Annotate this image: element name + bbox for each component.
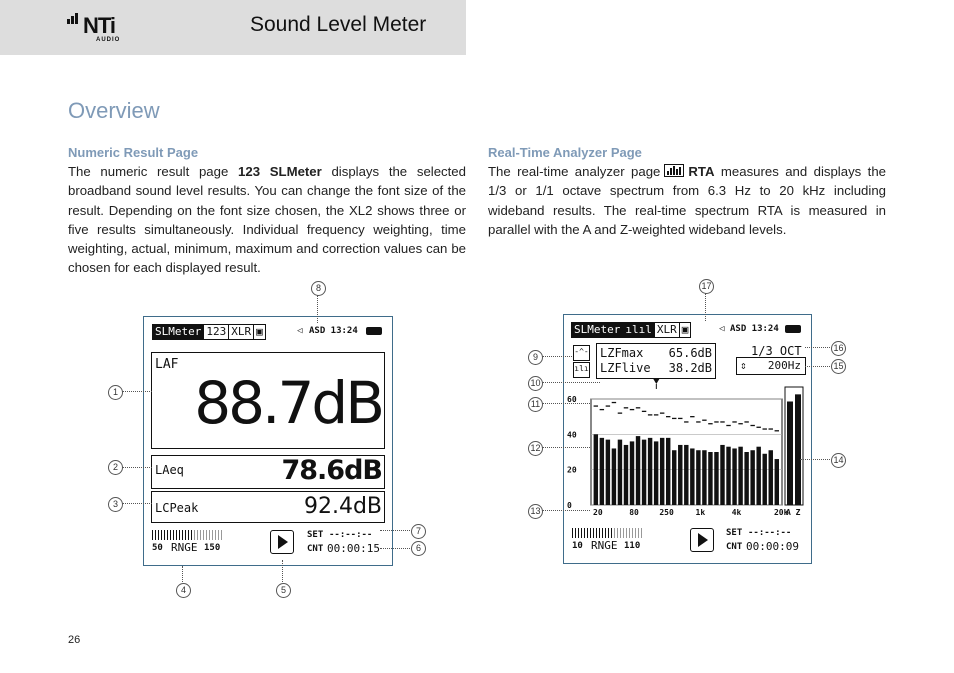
- frequency-selector[interactable]: [736, 357, 806, 375]
- y-tick-label: 40: [567, 430, 577, 440]
- spectrum-bar: [672, 450, 676, 505]
- callout-17: 17: [699, 279, 714, 294]
- range-label: RNGE: [591, 539, 618, 552]
- spectrum-bar: [744, 452, 748, 505]
- section-title: Overview: [68, 98, 160, 123]
- status-text: ASD 13:24: [309, 326, 358, 336]
- range-low: 10: [572, 541, 583, 551]
- leader-line: [380, 530, 410, 531]
- numeric-result-paragraph: The numeric result page 123 SLMeter displays the selected broadband sound level results. You can change the font size of the result. Depending on the font size chosen, the XL2 shows three or five results simultaneously. Individual frequency weighting, time weighting, actual, minimum, maximum and correction values can be chosen for each displayed result.: [68, 164, 466, 276]
- page-title: Sound Level Meter: [250, 13, 427, 36]
- numeric-result-heading: Numeric Result Page: [68, 145, 199, 160]
- battery-icon: [366, 327, 382, 335]
- x-tick-label: 250: [659, 508, 674, 517]
- brand-sub: AUDIO: [96, 37, 121, 43]
- rta-tabbar: [571, 322, 691, 338]
- callout-13: 13: [528, 504, 543, 519]
- spectrum-bar: [648, 438, 652, 505]
- leader-line: [122, 391, 152, 392]
- leader-line: [542, 382, 600, 383]
- leader-line: [182, 566, 183, 582]
- play-button[interactable]: [270, 530, 294, 554]
- set-value: --:--:--: [329, 530, 373, 540]
- frequency-value: 200Hz: [767, 359, 801, 372]
- spectrum-bar: [636, 436, 640, 505]
- rta-paragraph: The real-time analyzer page RTA measures and displays the 1/3 or 1/1 octave spectrum from 6.3 Hz to 20 kHz including wideband results. The real-time spectrum RTA is measured in parallel with the A and Z-weighted wideband levels.: [488, 164, 886, 237]
- callout-5: 5: [276, 583, 291, 598]
- x-tick-label: 1k: [695, 508, 706, 517]
- leader-line: [542, 447, 590, 448]
- wideband-labels: A Z: [786, 508, 801, 517]
- wideband-bar: [795, 394, 801, 505]
- spectrum-bar: [775, 459, 779, 505]
- spectrum-bar: [684, 445, 688, 505]
- rta-result-1-label: LZFmax: [600, 346, 644, 360]
- result-2-label: LAeq: [155, 463, 184, 477]
- spectrum-bar: [690, 448, 694, 505]
- leader-line: [122, 467, 152, 468]
- leader-line: [542, 510, 590, 511]
- spectrum-bar: [630, 441, 634, 505]
- rta-result-1-value: 65.6dB: [668, 346, 712, 360]
- callout-9: 9: [528, 350, 543, 365]
- leader-line: [282, 560, 283, 582]
- tab-slmeter[interactable]: SLMeter: [572, 323, 623, 337]
- spectrum-bar: [763, 454, 767, 505]
- spectrum-bar: [624, 445, 628, 505]
- cnt-label: CNT: [726, 542, 743, 552]
- graph-mode-icon[interactable]: -^-: [573, 345, 590, 361]
- rta-result-box[interactable]: [596, 343, 716, 379]
- spectrum-bar: [714, 452, 718, 505]
- play-button[interactable]: [690, 528, 714, 552]
- status-text: ASD 13:24: [730, 324, 779, 334]
- result-2-value: 78.6dB: [281, 455, 382, 486]
- spectrum-bar: [612, 448, 616, 505]
- tab-123[interactable]: 123: [204, 325, 229, 339]
- spectrum-bar: [769, 450, 773, 505]
- speaker-icon: ◁: [719, 324, 725, 334]
- leader-line: [805, 347, 830, 348]
- tab-slmeter[interactable]: SLMeter: [153, 325, 204, 339]
- tab-xlr[interactable]: XLR: [655, 323, 680, 337]
- x-tick-label: 4k: [731, 508, 742, 517]
- spectrum-bar: [600, 438, 604, 505]
- spectrum-bar: [594, 434, 598, 505]
- spectrum-bar: [750, 450, 754, 505]
- callout-16: 16: [831, 341, 846, 356]
- spectrum-bar: [756, 447, 760, 505]
- callout-11: 11: [528, 397, 543, 412]
- spectrum-bar: [654, 441, 658, 505]
- set-label: SET: [307, 530, 324, 540]
- spectrum-bar: [606, 440, 610, 505]
- level-bar: [572, 528, 642, 538]
- callout-7: 7: [411, 524, 426, 539]
- tab-profile[interactable]: ▣: [256, 325, 263, 338]
- slmeter-screen: [143, 316, 393, 566]
- callout-15: 15: [831, 359, 846, 374]
- nti-audio-logo: [67, 14, 147, 46]
- spectrum-bar: [732, 448, 736, 505]
- result-row-1[interactable]: [151, 352, 385, 449]
- tab-xlr[interactable]: XLR: [229, 325, 254, 339]
- spectrum-bar: [642, 440, 646, 505]
- leader-line: [317, 295, 318, 323]
- leader-line: [705, 293, 706, 321]
- callout-8: 8: [311, 281, 326, 296]
- spectrum-bar: [678, 445, 682, 505]
- result-1-value: 88.7dB: [194, 369, 382, 437]
- y-tick-label: 60: [567, 395, 577, 404]
- callout-12: 12: [528, 441, 543, 456]
- spectrum-bar: [708, 452, 712, 505]
- rta-heading: Real-Time Analyzer Page: [488, 145, 642, 160]
- y-tick-label: 20: [567, 465, 577, 475]
- callout-2: 2: [108, 460, 123, 475]
- cnt-value: 00:00:09: [746, 540, 799, 553]
- tab-profile[interactable]: ▣: [681, 323, 689, 336]
- callout-6: 6: [411, 541, 426, 556]
- range-high: 110: [624, 541, 641, 551]
- leader-line: [800, 459, 830, 460]
- level-bar: [152, 530, 222, 540]
- leader-line: [542, 403, 590, 404]
- battery-icon: [785, 325, 801, 333]
- spectrum-bar: [720, 445, 724, 505]
- rta-result-2-label: LZFlive: [600, 361, 651, 375]
- brand-name: NTi: [83, 13, 116, 38]
- callout-14: 14: [831, 453, 846, 468]
- set-value: --:--:--: [748, 528, 792, 538]
- set-label: SET: [726, 528, 743, 538]
- result-row-3[interactable]: [151, 491, 385, 523]
- callout-1: 1: [108, 385, 123, 400]
- rta-screen: [563, 314, 812, 564]
- x-tick-label: 20: [593, 508, 603, 517]
- speaker-icon: ◁: [297, 326, 303, 336]
- slmeter-page-name: 123 SLMeter: [238, 164, 322, 179]
- leader-line: [380, 548, 410, 549]
- callout-3: 3: [108, 497, 123, 512]
- arrow-updown-icon: ⇕: [740, 359, 747, 372]
- result-row-2[interactable]: [151, 455, 385, 489]
- slm-tabbar: [152, 324, 266, 340]
- spectrum-bar: [696, 450, 700, 505]
- callout-10: 10: [528, 376, 543, 391]
- leader-line: [122, 503, 152, 504]
- spectrum-bar: [738, 447, 742, 505]
- rta-result-2-value: 38.2dB: [668, 361, 712, 375]
- leader-line: [542, 356, 572, 357]
- bar-mode-icon[interactable]: ılı: [573, 362, 590, 378]
- range-label: RNGE: [171, 541, 198, 554]
- result-1-label: LAF: [155, 357, 179, 372]
- rta-spectrum-chart: [564, 377, 811, 527]
- range-high: 150: [204, 543, 221, 553]
- cnt-label: CNT: [307, 544, 324, 554]
- tab-rta[interactable]: ılıl: [623, 323, 655, 337]
- callout-4: 4: [176, 583, 191, 598]
- y-tick-label: 0: [567, 501, 572, 510]
- x-tick-label: 20k: [773, 508, 789, 517]
- rta-icon: [664, 164, 684, 177]
- spectrum-bar: [618, 440, 622, 505]
- octave-setting[interactable]: 1/3 OCT: [751, 344, 802, 358]
- page-number: 26: [68, 634, 81, 646]
- result-3-value: 92.4dB: [303, 494, 382, 519]
- spectrum-bar: [666, 438, 670, 505]
- rta-page-name: RTA: [688, 164, 715, 179]
- result-3-label: LCPeak: [155, 501, 199, 515]
- x-tick-label: 80: [629, 508, 639, 517]
- wideband-bar: [787, 401, 793, 505]
- range-low: 50: [152, 543, 163, 553]
- spectrum-bar: [702, 450, 706, 505]
- spectrum-bar: [660, 438, 664, 505]
- cursor-marker: [653, 379, 659, 384]
- leader-line: [805, 366, 830, 367]
- spectrum-bar: [726, 447, 730, 505]
- cnt-value: 00:00:15: [327, 542, 380, 555]
